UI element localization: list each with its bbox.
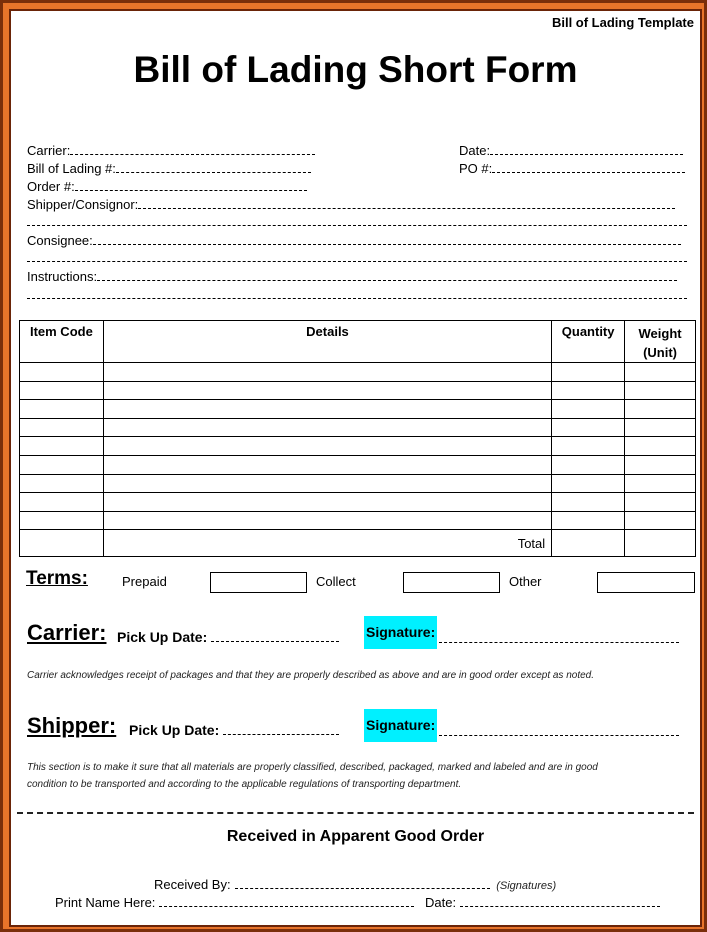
col-item-code: Item Code: [20, 321, 104, 363]
carrier-signature-field[interactable]: [439, 630, 679, 648]
carrier-pickup-line[interactable]: [211, 630, 339, 642]
section-divider: [17, 812, 694, 814]
received-by-line[interactable]: [235, 877, 490, 889]
shipper-consignor-field[interactable]: [27, 197, 675, 212]
print-name-field[interactable]: [55, 895, 414, 910]
carrier-pickup-label: Pick Up Date:: [117, 629, 208, 645]
col-quantity: Quantity: [552, 321, 625, 363]
table-row[interactable]: [20, 511, 696, 530]
bol-label: Bill of Lading #:: [27, 161, 116, 176]
date-field[interactable]: [459, 143, 683, 158]
received-date-label: Date:: [425, 895, 457, 910]
instructions-field[interactable]: [27, 269, 677, 284]
form-page: [9, 9, 702, 927]
total-weight-cell[interactable]: [625, 530, 696, 557]
shipper-consignor-label: Shipper/Consignor:: [27, 197, 139, 212]
carrier-note: Carrier acknowledges receipt of packages and that they are properly described as above and are in good order except as noted.: [27, 670, 595, 681]
carrier-label: Carrier:: [27, 143, 71, 158]
table-header-row: [20, 321, 696, 363]
total-label: Total: [103, 530, 551, 557]
consignee-label: Consignee:: [27, 233, 93, 248]
print-name-line[interactable]: [159, 895, 414, 907]
shipper-pickup-label: Pick Up Date:: [129, 722, 220, 738]
col-details: Details: [103, 321, 551, 363]
received-date-line[interactable]: [460, 895, 660, 907]
carrier-heading: Carrier:: [27, 620, 107, 645]
order-label: Order #:: [27, 179, 75, 194]
instructions-line[interactable]: [97, 269, 677, 281]
shipper-consignor-extra-line[interactable]: [27, 225, 687, 226]
terms-other-label: Other: [509, 574, 542, 589]
po-field[interactable]: [459, 161, 685, 176]
po-label: PO #:: [459, 161, 493, 176]
table-row[interactable]: [20, 381, 696, 400]
received-by-label: Received By:: [154, 877, 231, 892]
total-quantity-cell[interactable]: [552, 530, 625, 557]
shipper-signature-label: Signature:: [364, 709, 437, 742]
shipper-signature-field[interactable]: [439, 723, 679, 741]
carrier-line[interactable]: [70, 143, 315, 155]
table-row[interactable]: [20, 400, 696, 419]
carrier-signature-line[interactable]: [439, 631, 679, 643]
table-row[interactable]: [20, 455, 696, 474]
items-table: [19, 320, 696, 557]
terms-prepaid-label: Prepaid: [122, 574, 167, 589]
bol-field[interactable]: [27, 161, 311, 176]
template-tag: Bill of Lading Template: [551, 15, 694, 30]
shipper-heading: Shipper:: [27, 713, 117, 738]
print-name-label: Print Name Here:: [55, 895, 156, 910]
table-row[interactable]: [20, 363, 696, 382]
shipper-note-line-1: This section is to make it sure that all materials are properly classified, described, packaged, marked and labeled and are in good: [27, 762, 598, 773]
date-line[interactable]: [490, 143, 683, 155]
shipper-pickup-line[interactable]: [223, 723, 339, 735]
form-title: Bill of Lading Short Form: [133, 49, 578, 90]
terms-collect-label: Collect: [316, 574, 356, 589]
po-line[interactable]: [492, 161, 685, 173]
consignee-extra-line[interactable]: [27, 261, 687, 262]
received-by-field[interactable]: [154, 877, 556, 892]
shipper-consignor-line[interactable]: [138, 197, 675, 209]
instructions-extra-line[interactable]: [27, 298, 687, 299]
other-box[interactable]: [597, 572, 695, 593]
order-field[interactable]: [27, 179, 307, 194]
carrier-pickup-field[interactable]: [117, 629, 339, 645]
terms-heading: Terms:: [26, 568, 88, 589]
prepaid-box[interactable]: [210, 572, 307, 593]
table-row[interactable]: [20, 474, 696, 493]
consignee-field[interactable]: [27, 233, 681, 248]
date-label: Date:: [459, 143, 491, 158]
shipper-note-line-2: condition to be transported and according to the applicable regulations of transporting department.: [27, 779, 462, 790]
total-row[interactable]: [20, 530, 696, 557]
shipper-pickup-field[interactable]: [129, 722, 339, 738]
signatures-note: (Signatures): [496, 880, 557, 892]
order-line[interactable]: [75, 179, 307, 191]
table-row[interactable]: [20, 493, 696, 512]
received-date-field[interactable]: [425, 895, 660, 910]
received-heading: Received in Apparent Good Order: [226, 828, 485, 845]
table-row[interactable]: [20, 418, 696, 437]
bol-line[interactable]: [116, 161, 311, 173]
carrier-field[interactable]: [27, 143, 315, 158]
consignee-line[interactable]: [93, 233, 681, 245]
collect-box[interactable]: [403, 572, 500, 593]
instructions-label: Instructions:: [27, 269, 98, 284]
table-row[interactable]: [20, 437, 696, 456]
col-weight: Weight (Unit): [625, 321, 696, 363]
shipper-signature-line[interactable]: [439, 724, 679, 736]
carrier-signature-label: Signature:: [364, 616, 437, 649]
